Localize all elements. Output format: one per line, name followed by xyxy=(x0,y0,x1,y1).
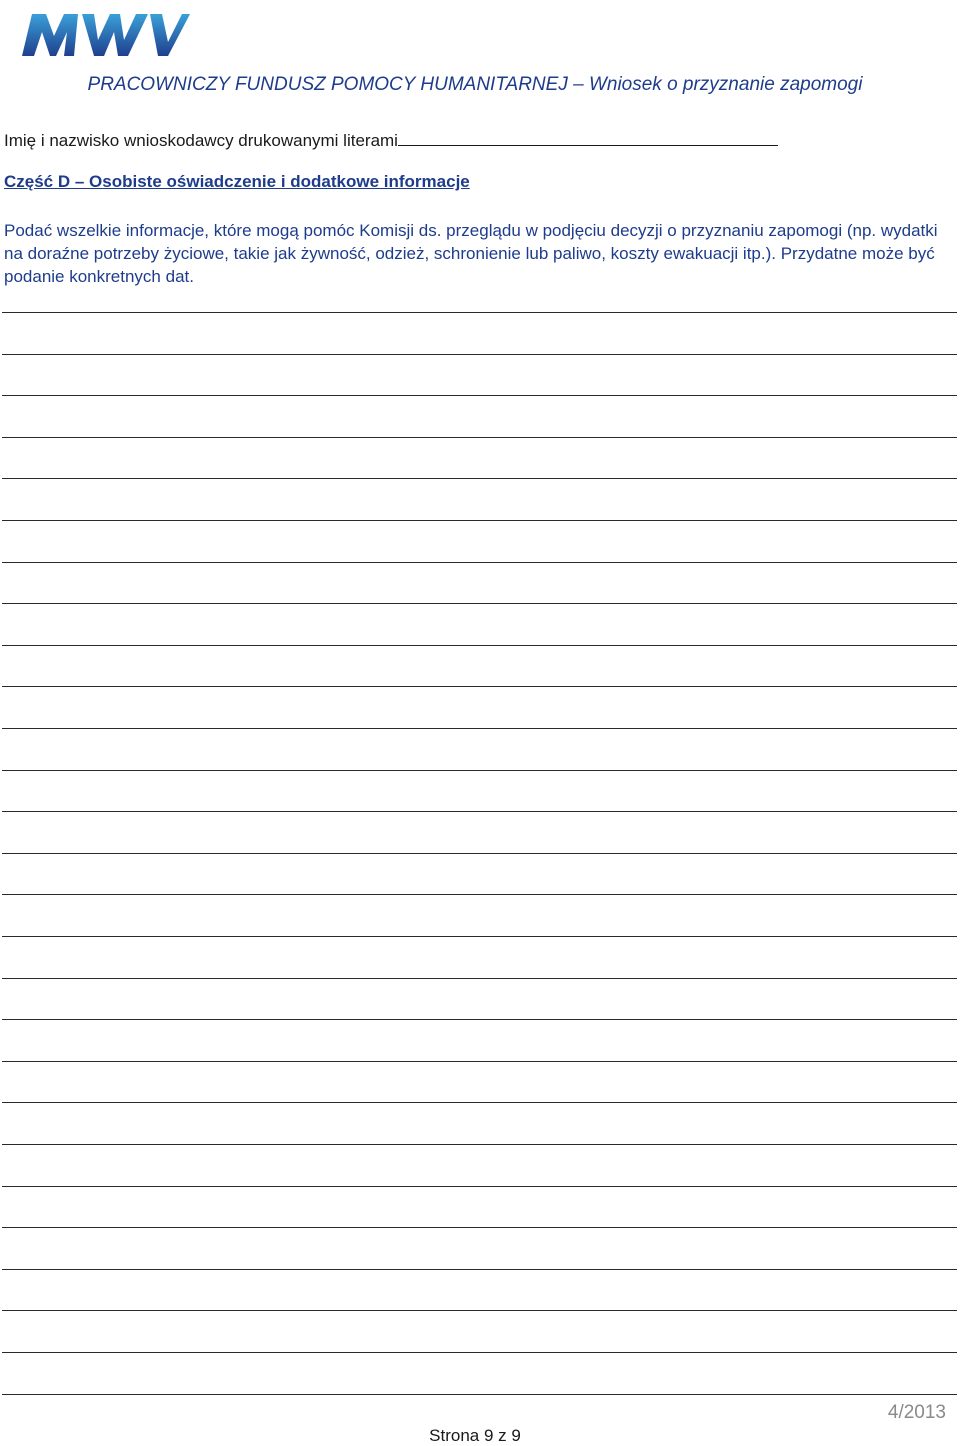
writing-line[interactable] xyxy=(2,978,957,979)
writing-line[interactable] xyxy=(2,1269,957,1270)
writing-line[interactable] xyxy=(2,520,957,521)
writing-line[interactable] xyxy=(2,1102,957,1103)
writing-line[interactable] xyxy=(2,437,957,438)
form-version: 4/2013 xyxy=(887,1402,946,1423)
writing-line[interactable] xyxy=(2,1227,957,1228)
writing-line[interactable] xyxy=(2,686,957,687)
section-title: Część D – Osobiste oświadczenie i dodatkowe informacje xyxy=(4,172,470,191)
applicant-name-row xyxy=(4,127,778,151)
writing-line[interactable] xyxy=(2,894,957,895)
writing-line[interactable] xyxy=(2,312,957,313)
section-instructions: Podać wszelkie informacje, które mogą pomóc Komisji ds. przeglądu w podjęciu decyzji o przyznaniu zapomogi (np. wydatki na doraźne potrzeby życiowe, takie jak żywność, odzież, schronienie lub paliwo, koszty ewakuacji itp.). Przydatne może być podanie konkretnych dat. xyxy=(4,221,938,286)
applicant-name-label: Imię i nazwisko wnioskodawcy drukowanymi literami xyxy=(4,131,398,150)
writing-line[interactable] xyxy=(2,770,957,771)
applicant-name-field[interactable] xyxy=(398,127,778,146)
writing-line[interactable] xyxy=(2,853,957,854)
writing-line[interactable] xyxy=(2,395,957,396)
writing-line[interactable] xyxy=(2,603,957,604)
writing-line[interactable] xyxy=(2,1352,957,1353)
page-number: Strona 9 z 9 xyxy=(429,1426,521,1445)
writing-line[interactable] xyxy=(2,562,957,563)
writing-line[interactable] xyxy=(2,645,957,646)
writing-line[interactable] xyxy=(2,1186,957,1187)
writing-line[interactable] xyxy=(2,1019,957,1020)
writing-line[interactable] xyxy=(2,354,957,355)
writing-line[interactable] xyxy=(2,936,957,937)
writing-line[interactable] xyxy=(2,1061,957,1062)
writing-line[interactable] xyxy=(2,811,957,812)
writing-line[interactable] xyxy=(2,1144,957,1145)
document-header-title: PRACOWNICZY FUNDUSZ POMOCY HUMANITARNEJ – Wniosek o przyznanie zapomogi xyxy=(87,74,863,95)
writing-line[interactable] xyxy=(2,1310,957,1311)
mwv-logo xyxy=(18,10,190,60)
writing-line[interactable] xyxy=(2,1394,957,1395)
writing-line[interactable] xyxy=(2,478,957,479)
writing-line[interactable] xyxy=(2,728,957,729)
